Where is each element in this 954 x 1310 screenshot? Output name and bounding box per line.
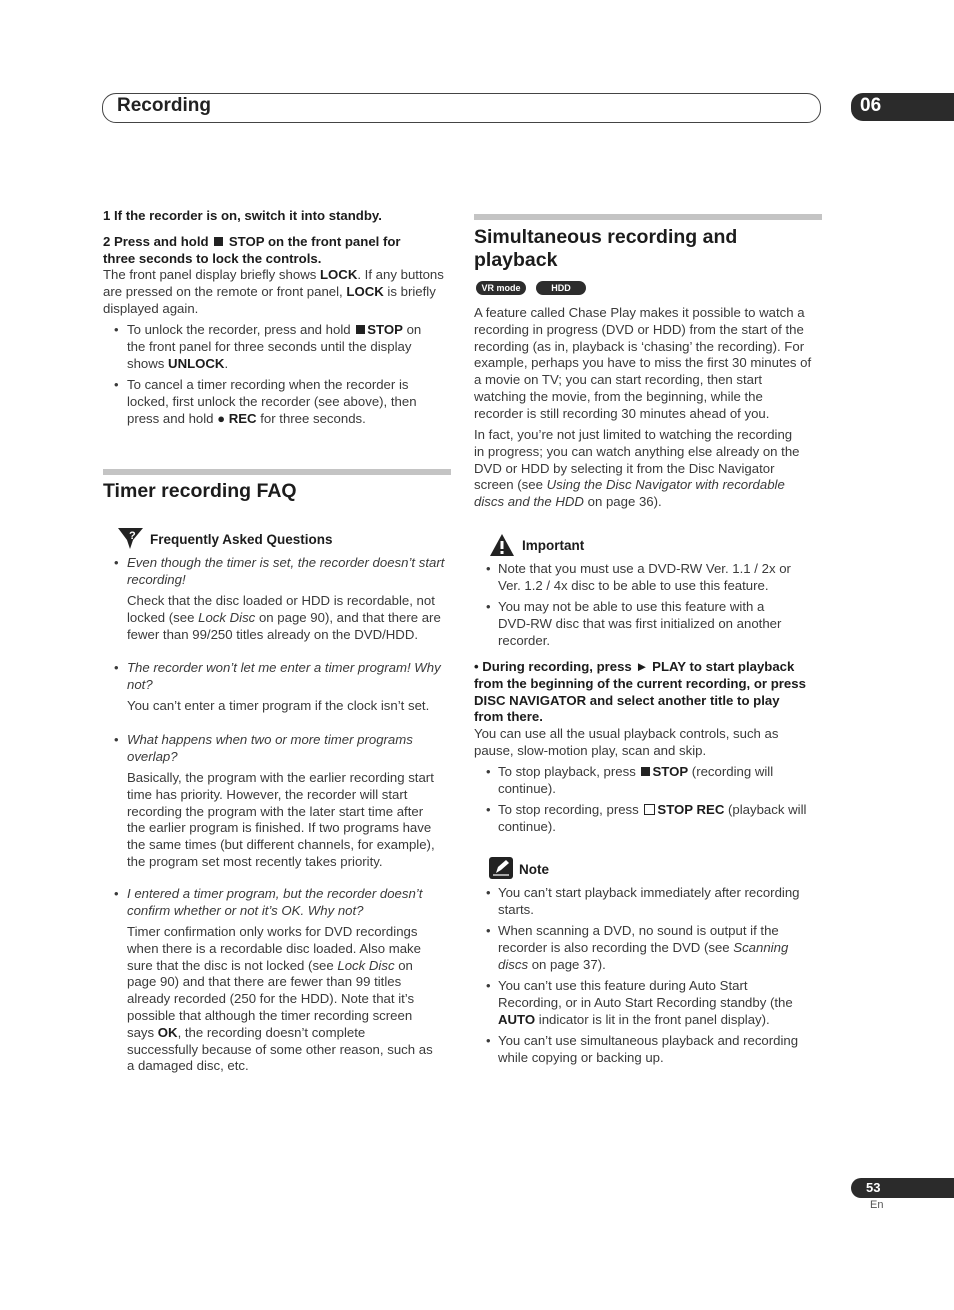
important-heading: Important — [522, 538, 585, 553]
note-heading: Note — [519, 862, 549, 877]
bullet-dot: • — [114, 660, 119, 675]
chapter-number: 06 — [860, 95, 882, 116]
unlock-bullet: To unlock the recorder, press and hold STOP on the front panel for three seconds until the display shows UNLOCK. — [127, 322, 422, 371]
bullet-dot: • — [486, 978, 491, 993]
note-bullet-1: You can’t start playback immediately after recording starts. — [498, 885, 800, 917]
stop-icon — [641, 767, 650, 776]
stop-icon — [214, 237, 223, 246]
faq-answer-3: Basically, the program with the earlier recording start time has priority. However, the recorder will start recording the program with the later start time after the earlier program is finished. If two programs have the same times (but different channels, for example), the program set most recently takes priority. — [127, 770, 435, 869]
svg-text:?: ? — [129, 530, 136, 542]
chase-play-paragraph: A feature called Chase Play makes it possible to watch a recording in progress (DVD or HDD) from the start of the recording (as in, playback is ‘chasing’ the recording). For example, perhaps you have to miss the first 30 minutes of a movie on TV; you can start recording, then start watching the movie, from the beginning, while the recorder is still recording 30 minutes ahead of you. — [474, 305, 812, 421]
bullet-dot: • — [114, 732, 119, 747]
lock-paragraph: The front panel display briefly shows LOCK. If any buttons are pressed on the remote or front panel, LOCK is briefly displayed again. — [103, 267, 444, 316]
bullet-dot: • — [486, 599, 491, 614]
bullet-dot: • — [486, 764, 491, 779]
stop-icon — [356, 325, 365, 334]
important-bullet-1: Note that you must use a DVD-RW Ver. 1.1 / 2x or Ver. 1.2 / 4x disc to be able to use this feature. — [498, 561, 791, 593]
section-divider — [103, 469, 451, 475]
bullet-dot: • — [486, 885, 491, 900]
bullet-dot: • — [486, 561, 491, 576]
faq-question-1: Even though the timer is set, the recorder doesn’t start recording! — [127, 555, 445, 587]
vr-mode-tag: VR mode — [476, 281, 526, 295]
step-2: 2 Press and hold STOP on the front panel for three seconds to lock the controls. — [103, 234, 401, 266]
faq-question-4: I entered a timer program, but the recorder doesn’t confirm whether or not it’s OK. Why not? — [127, 886, 423, 918]
usual-controls-paragraph: You can use all the usual playback controls, such as pause, slow-motion play, scan and skip. — [474, 726, 779, 758]
faq-question-2: The recorder won’t let me enter a timer program! Why not? — [127, 660, 441, 692]
simultaneous-title: Simultaneous recording and playback — [474, 226, 738, 271]
step-1: 1 If the recorder is on, switch it into standby. — [103, 208, 382, 223]
faq-title: Timer recording FAQ — [103, 480, 297, 502]
bullet-dot: • — [114, 555, 119, 570]
rec-icon: ● — [217, 410, 226, 426]
language-code: En — [870, 1199, 884, 1211]
page-number: 53 — [866, 1180, 881, 1195]
faq-answer-4: Timer confirmation only works for DVD recordings when there is a recordable disc loaded. Also make sure that the disc is not locked (see Lock Disc on page 90) and that there are fewer than 99 titles already recorded (250 for the HDD). Note that it’s possible that although the timer recording screen says OK, the recording doesn’t complete successfully because of some other reason, such as a damaged disc, etc. — [127, 924, 433, 1074]
warning-icon — [489, 533, 515, 557]
note-bullet-4: You can’t use simultaneous playback and recording while copying or backing up. — [498, 1033, 799, 1065]
bullet-dot: • — [486, 1033, 491, 1048]
important-bullet-2: You may not be able to use this feature with a DVD-RW disc that was first initialized on another recorder. — [498, 599, 782, 648]
stop-playback-bullet: To stop playback, press STOP (recording will continue). — [498, 764, 774, 796]
bullet-dot: • — [486, 923, 491, 938]
faq-answer-1: Check that the disc loaded or HDD is recordable, not locked (see Lock Disc on page 90), and that there are fewer than 99/250 titles already on the DVD/HDD. — [127, 593, 441, 642]
section-divider — [474, 214, 822, 220]
note-bullet-3: You can’t use this feature during Auto Start Recording, or in Auto Start Recording standby (the AUTO indicator is lit in the front panel display). — [498, 978, 793, 1027]
stop-recording-bullet: To stop recording, press STOP REC (playback will continue). — [498, 802, 807, 834]
bullet-dot: • — [114, 322, 119, 337]
bullet-dot: • — [486, 802, 491, 817]
faq-question-3: What happens when two or more timer programs overlap? — [127, 732, 413, 764]
bullet-dot: • — [114, 377, 119, 392]
in-fact-paragraph: In fact, you’re not just limited to watching the recording in progress; you can watch anything else already on the DVD or HDD by selecting it from the Disc Navigator screen (see Using the Disc Navigator with recordable discs and the HDD on page 36). — [474, 427, 800, 510]
note-icon — [489, 857, 513, 879]
section-title: Recording — [117, 95, 211, 116]
hdd-tag: HDD — [536, 281, 586, 295]
faq-answer-2: You can’t enter a timer program if the clock isn’t set. — [127, 698, 430, 713]
cancel-bullet: To cancel a timer recording when the recorder is locked, first unlock the recorder (see above), then press and hold ● REC for three seconds. — [127, 377, 417, 426]
faq-icon — [117, 526, 145, 550]
stop-rec-icon — [644, 804, 655, 815]
note-bullet-2: When scanning a DVD, no sound is output if the recorder is also recording the DVD (see Scanning discs on page 37). — [498, 923, 789, 972]
faq-subheading: Frequently Asked Questions — [150, 532, 333, 547]
play-instruction: • During recording, press ► PLAY to start playback from the beginning of the current recording, or press DISC NAVIGATOR and select another title to play from there. — [474, 659, 806, 725]
bullet-dot: • — [114, 886, 119, 901]
